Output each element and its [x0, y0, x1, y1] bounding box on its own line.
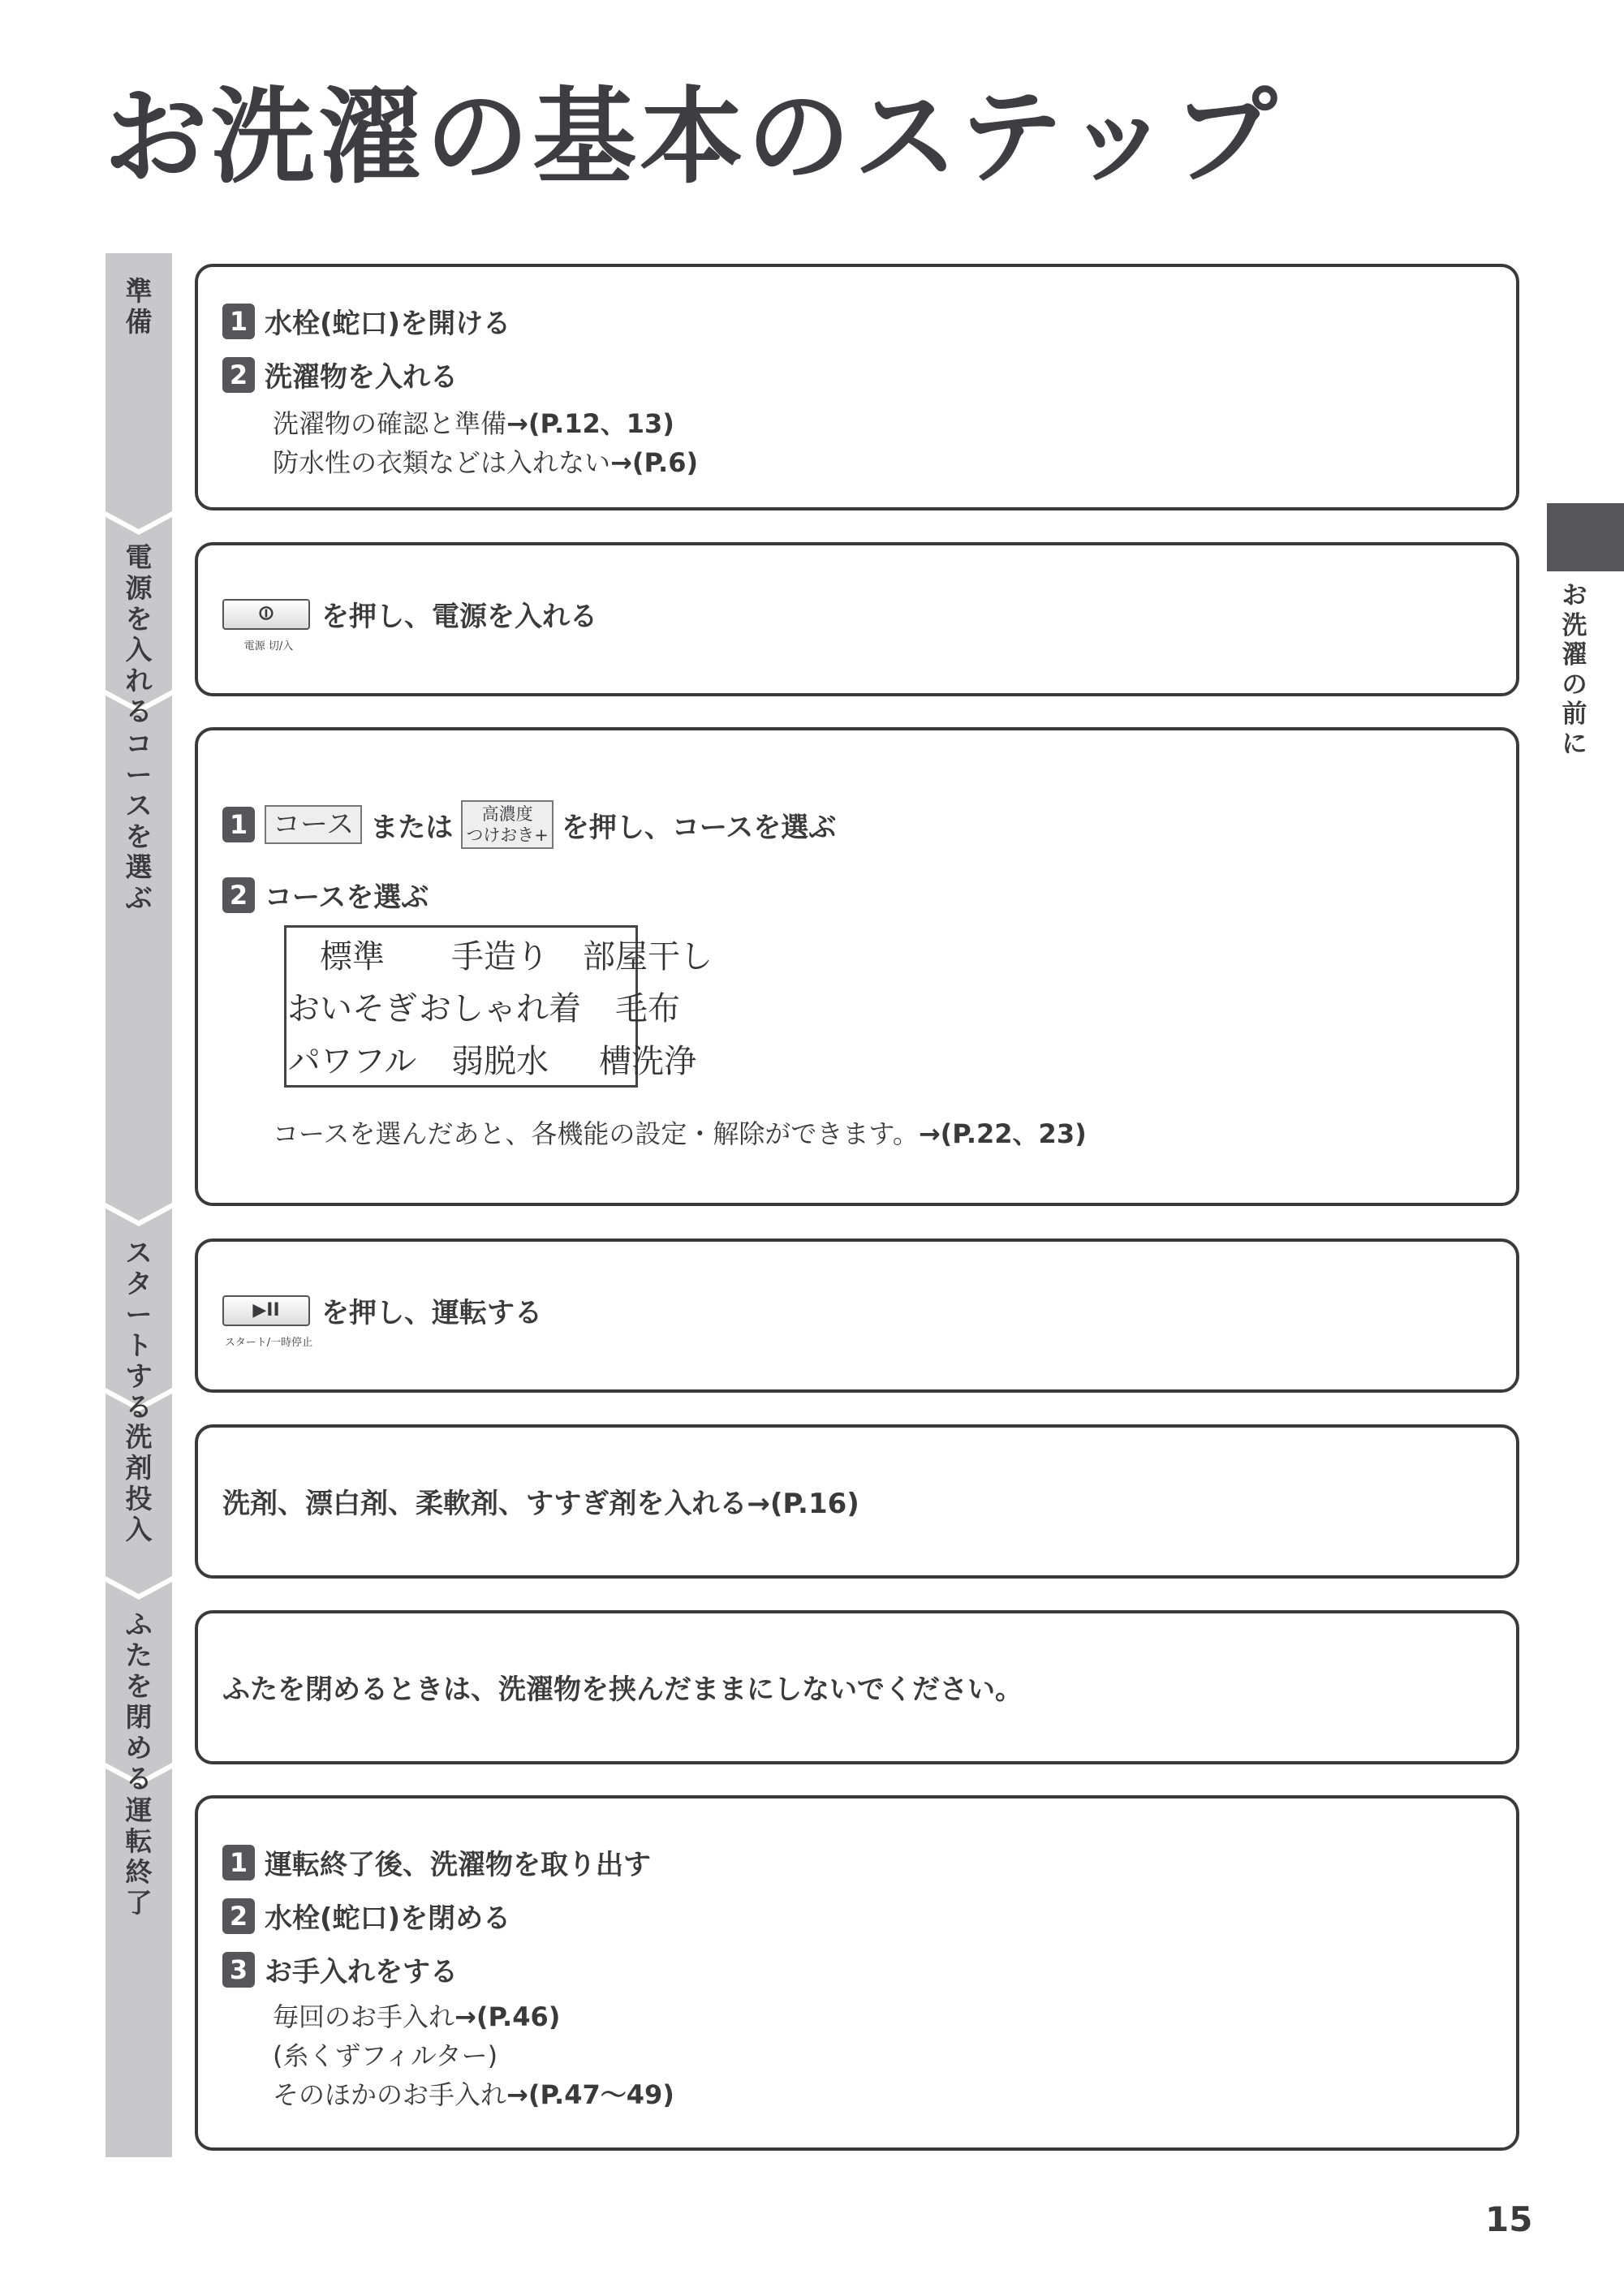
finish-item-2-text: 水栓(蛇口)を閉める	[265, 1902, 511, 1935]
section-tab-char: お	[1562, 581, 1587, 610]
step-label-char: を	[125, 820, 153, 852]
step-label-char: 投	[125, 1482, 153, 1514]
step-label-char: 剤	[125, 1451, 153, 1484]
section-tab-char: 濯	[1562, 640, 1587, 670]
finish-sub-3: そのほかのお手入れ→(P.47〜49)	[273, 2079, 674, 2110]
course-key-icon: コース	[265, 805, 362, 844]
step-label-char: ス	[125, 789, 153, 821]
course-list-display	[284, 925, 713, 1088]
prep-item-1	[222, 301, 510, 341]
course-option: おしゃれ着	[419, 990, 581, 1028]
finish-item-3-text: お手入れをする	[265, 1956, 458, 1988]
step-label-char: コ	[125, 728, 153, 760]
page-reference: →(P.22、23)	[918, 1118, 1087, 1149]
page-reference: →(P.16)	[747, 1488, 859, 1520]
step-label-char: る	[125, 1390, 153, 1423]
step-label-char: を	[125, 1669, 153, 1702]
finish-item-3	[222, 1949, 458, 1989]
step-label-char: す	[125, 1359, 153, 1392]
step-label-char: ー	[125, 758, 153, 790]
finish-sub-1: 毎回のお手入れ→(P.46)	[273, 2001, 561, 2032]
power-instruction-text: を押し、電源を入れる	[321, 601, 597, 633]
course-note: コースを選んだあと、各機能の設定・解除ができます。→(P.22、23)	[273, 1118, 1087, 1149]
start-instruction	[222, 1290, 542, 1349]
course-item-1-text: を押し、コースを選ぶ	[561, 811, 837, 844]
course-item-1: 1 コース または 高濃度 つけおき+ を押し、コースを選ぶ	[222, 800, 836, 849]
step-label-char: ト	[125, 1329, 153, 1361]
course-option: 手造り	[451, 937, 549, 976]
step-label-char: を	[125, 602, 153, 635]
course-option: 標準	[320, 937, 385, 976]
step-label-char: タ	[125, 1267, 153, 1299]
step-label-prep	[106, 276, 172, 338]
prep-sub-1: 洗濯物の確認と準備→(P.12、13)	[273, 408, 674, 439]
section-tab-char: 前	[1562, 700, 1587, 730]
step-label-finish	[106, 1795, 172, 1919]
step-label-char: 洗	[125, 1421, 153, 1453]
prep-item-2-text: 洗濯物を入れる	[265, 361, 458, 394]
step-label-detergent	[106, 1422, 172, 1545]
step-label-char: ふ	[125, 1609, 153, 1640]
step-label-char: ぶ	[125, 881, 153, 914]
course-option: 毛布	[615, 990, 680, 1028]
page-reference: →(P.6)	[610, 447, 699, 478]
prep-item-2	[222, 355, 458, 394]
page-title: お洗濯の基本のステップ	[104, 77, 1281, 198]
course-item-2-text: コースを選ぶ	[265, 881, 429, 914]
step-label-char: 準	[125, 275, 153, 307]
step-label-char: め	[125, 1731, 153, 1764]
step-label-course	[106, 729, 172, 914]
step-label-char: 了	[125, 1886, 153, 1919]
course-item-2	[222, 875, 429, 915]
finish-item-2	[222, 1896, 510, 1936]
step-label-char: 運	[125, 1794, 153, 1826]
lid-warning-text: ふたを閉めるときは、洗濯物を挟んだままにしないでください。	[222, 1674, 1023, 1706]
start-pause-button-icon: ▶II スタート/一時停止	[222, 1295, 310, 1326]
step-number-badge: 2	[222, 877, 255, 913]
finish-sub-2: (糸くずフィルター)	[273, 2040, 498, 2071]
finish-box	[195, 1795, 1519, 2151]
step-label-char: 終	[125, 1855, 153, 1888]
section-tab-marker	[1547, 503, 1624, 571]
course-option: おいそぎ	[287, 990, 417, 1028]
power-box	[195, 542, 1519, 696]
start-button-caption: スタート/一時停止	[224, 1336, 313, 1349]
prep-item-1-text: 水栓(蛇口)を開ける	[265, 308, 511, 340]
course-option: 部屋干し	[583, 937, 713, 976]
soak-key-icon: 高濃度 つけおき+	[461, 800, 554, 849]
section-tab-label	[1557, 581, 1592, 759]
start-instruction-text: を押し、運転する	[321, 1297, 542, 1329]
step-label-char: 閉	[125, 1700, 153, 1733]
step-label-char: た	[125, 1639, 153, 1671]
step-label-char: 源	[125, 571, 153, 604]
power-instruction	[222, 594, 597, 653]
step-label-char: 入	[125, 1513, 153, 1545]
lid-box	[195, 1610, 1519, 1764]
page-number: 15	[1485, 2199, 1533, 2239]
step-label-char: 電	[125, 541, 153, 573]
step-number-badge: 1	[222, 807, 255, 842]
step-label-char: 選	[125, 851, 153, 883]
course-option: 槽洗浄	[599, 1043, 696, 1081]
finish-item-1	[222, 1842, 651, 1882]
page-reference: →(P.12、13)	[506, 408, 674, 439]
page-reference: →(P.47〜49)	[506, 2079, 674, 2110]
course-option: 弱脱水	[451, 1043, 549, 1081]
start-box	[195, 1238, 1519, 1393]
step-label-char: る	[125, 1762, 153, 1794]
course-box	[195, 727, 1519, 1206]
step-label-char: 転	[125, 1824, 153, 1857]
prep-sub-2: 防水性の衣類などは入れない→(P.6)	[273, 447, 699, 478]
section-tab-char: に	[1562, 729, 1587, 759]
prep-box	[195, 264, 1519, 510]
step-number-badge: 1	[222, 304, 255, 339]
step-label-char: ス	[125, 1237, 153, 1269]
course-option: パワフル	[287, 1043, 417, 1081]
power-button-icon: ⏼ 電源 切/入	[222, 599, 310, 630]
step-label-char: ー	[125, 1298, 153, 1330]
step-number-badge: 3	[222, 1952, 255, 1988]
detergent-text: 洗剤、漂白剤、柔軟剤、すすぎ剤を入れる→(P.16)	[222, 1488, 859, 1520]
step-label-char: れ	[125, 664, 153, 696]
step-number-badge: 2	[222, 357, 255, 393]
page-reference: →(P.46)	[454, 2001, 561, 2032]
section-tab-char: の	[1562, 670, 1587, 700]
step-label-start	[106, 1238, 172, 1423]
section-tab-char: 洗	[1562, 610, 1587, 640]
step-label-lid	[106, 1609, 172, 1794]
step-number-badge: 1	[222, 1845, 255, 1880]
step-label-char: 備	[125, 305, 153, 338]
step-label-char: る	[125, 695, 153, 727]
detergent-box	[195, 1424, 1519, 1579]
power-button-caption: 電源 切/入	[243, 640, 294, 653]
finish-item-1-text: 運転終了後、洗濯物を取り出す	[265, 1849, 651, 1881]
step-number-badge: 2	[222, 1898, 255, 1934]
step-label-char: 入	[125, 633, 153, 666]
step-label-power	[106, 542, 172, 727]
